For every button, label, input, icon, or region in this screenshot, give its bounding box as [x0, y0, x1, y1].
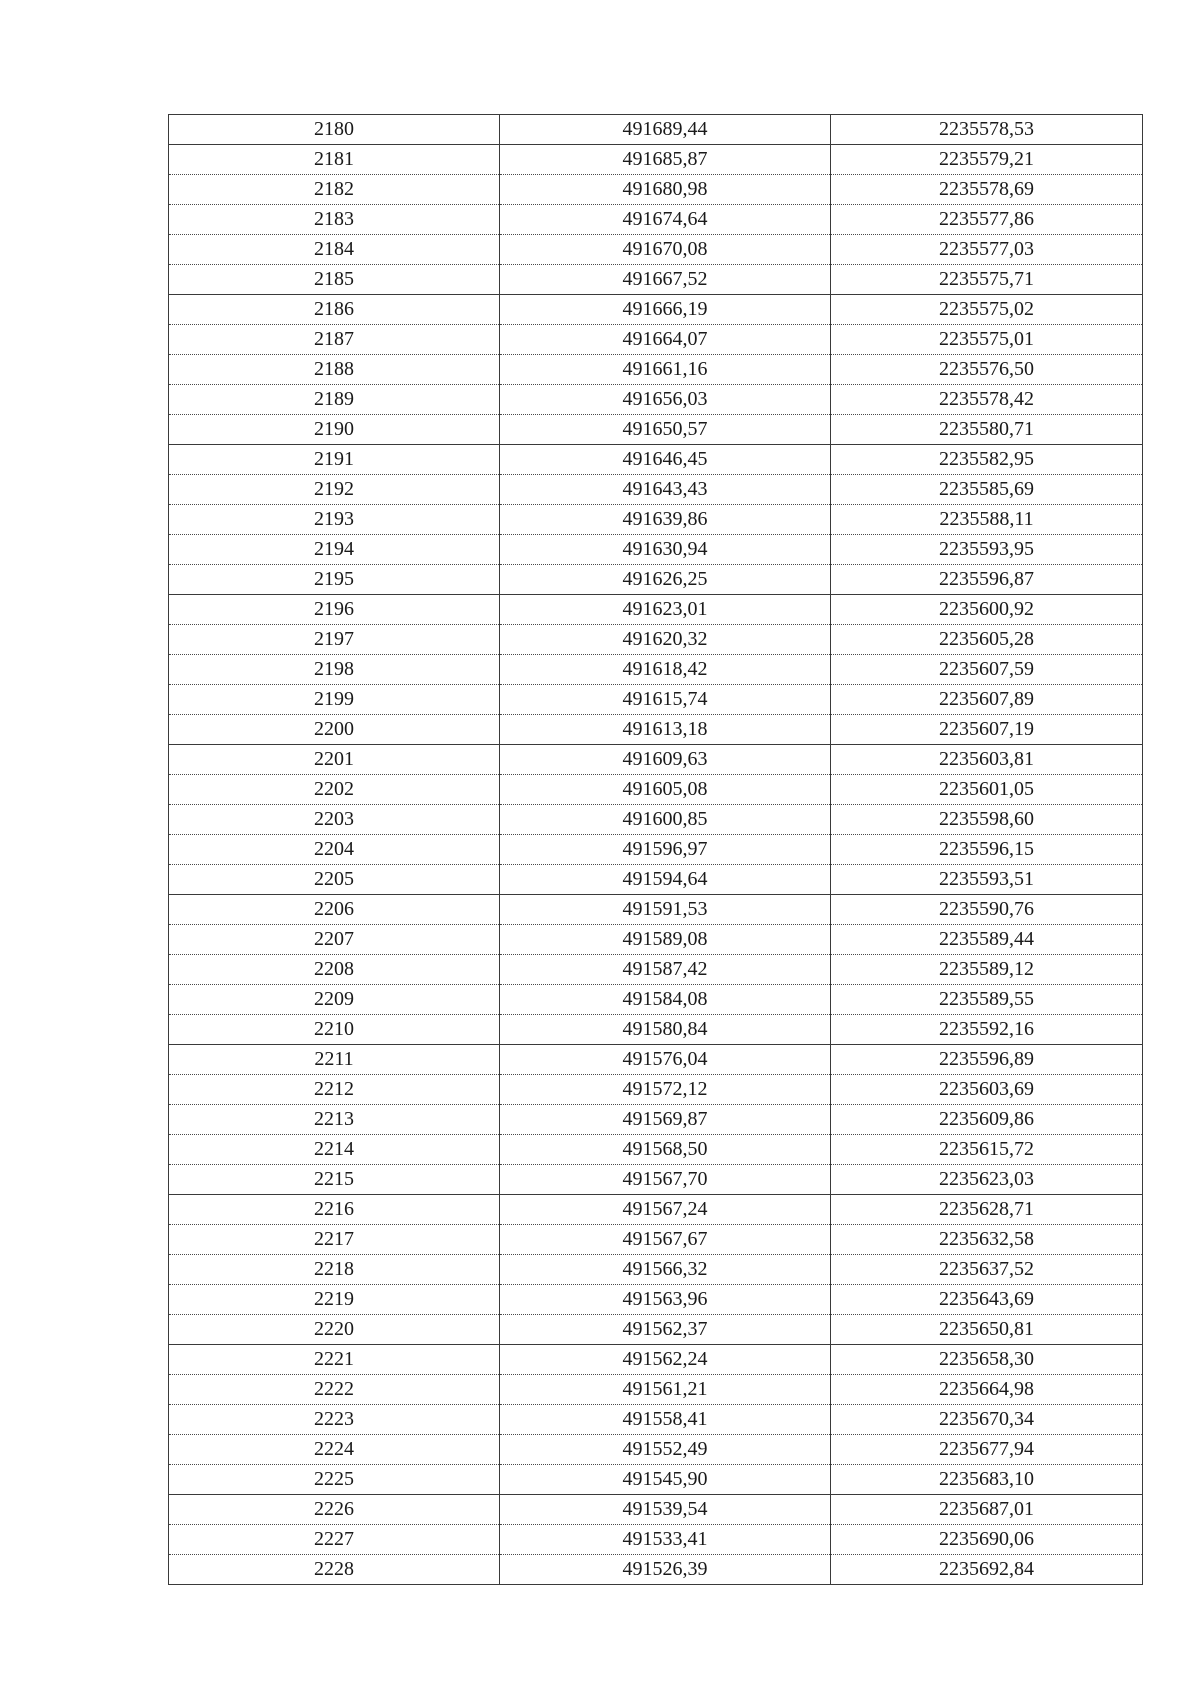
y-coordinate-cell: 2235605,28 — [831, 625, 1143, 655]
table-row — [169, 625, 1143, 655]
table-row — [169, 1525, 1143, 1555]
table-row — [169, 205, 1143, 235]
point-number-cell: 2195 — [169, 565, 500, 595]
table-row — [169, 985, 1143, 1015]
table-row — [169, 1375, 1143, 1405]
x-coordinate-cell: 491613,18 — [500, 715, 831, 745]
table-row — [169, 1285, 1143, 1315]
y-coordinate-cell: 2235683,10 — [831, 1465, 1143, 1495]
y-coordinate-cell: 2235607,19 — [831, 715, 1143, 745]
point-number-cell: 2198 — [169, 655, 500, 685]
y-coordinate-cell: 2235593,51 — [831, 865, 1143, 895]
x-coordinate-cell: 491685,87 — [500, 145, 831, 175]
y-coordinate-cell: 2235650,81 — [831, 1315, 1143, 1345]
y-coordinate-cell: 2235687,01 — [831, 1495, 1143, 1525]
y-coordinate-cell: 2235603,69 — [831, 1075, 1143, 1105]
y-coordinate-cell: 2235598,60 — [831, 805, 1143, 835]
x-coordinate-cell: 491596,97 — [500, 835, 831, 865]
table-row — [169, 1105, 1143, 1135]
y-coordinate-cell: 2235607,89 — [831, 685, 1143, 715]
point-number-cell: 2199 — [169, 685, 500, 715]
table-row — [169, 565, 1143, 595]
point-number-cell: 2188 — [169, 355, 500, 385]
coordinates-table — [168, 114, 1143, 1585]
x-coordinate-cell: 491526,39 — [500, 1555, 831, 1585]
y-coordinate-cell: 2235677,94 — [831, 1435, 1143, 1465]
x-coordinate-cell: 491562,37 — [500, 1315, 831, 1345]
y-coordinate-cell: 2235576,50 — [831, 355, 1143, 385]
table-row — [169, 955, 1143, 985]
table-row — [169, 295, 1143, 325]
y-coordinate-cell: 2235593,95 — [831, 535, 1143, 565]
table-row — [169, 1195, 1143, 1225]
point-number-cell: 2181 — [169, 145, 500, 175]
coordinates-table-body — [169, 115, 1143, 1585]
x-coordinate-cell: 491566,32 — [500, 1255, 831, 1285]
table-row — [169, 145, 1143, 175]
y-coordinate-cell: 2235643,69 — [831, 1285, 1143, 1315]
point-number-cell: 2208 — [169, 955, 500, 985]
point-number-cell: 2210 — [169, 1015, 500, 1045]
table-row — [169, 655, 1143, 685]
point-number-cell: 2202 — [169, 775, 500, 805]
point-number-cell: 2189 — [169, 385, 500, 415]
x-coordinate-cell: 491567,24 — [500, 1195, 831, 1225]
y-coordinate-cell: 2235628,71 — [831, 1195, 1143, 1225]
table-row — [169, 1045, 1143, 1075]
table-row — [169, 865, 1143, 895]
x-coordinate-cell: 491552,49 — [500, 1435, 831, 1465]
table-row — [169, 175, 1143, 205]
point-number-cell: 2213 — [169, 1105, 500, 1135]
y-coordinate-cell: 2235578,69 — [831, 175, 1143, 205]
y-coordinate-cell: 2235577,03 — [831, 235, 1143, 265]
x-coordinate-cell: 491674,64 — [500, 205, 831, 235]
table-row — [169, 1465, 1143, 1495]
y-coordinate-cell: 2235637,52 — [831, 1255, 1143, 1285]
x-coordinate-cell: 491545,90 — [500, 1465, 831, 1495]
x-coordinate-cell: 491558,41 — [500, 1405, 831, 1435]
x-coordinate-cell: 491533,41 — [500, 1525, 831, 1555]
point-number-cell: 2219 — [169, 1285, 500, 1315]
y-coordinate-cell: 2235664,98 — [831, 1375, 1143, 1405]
y-coordinate-cell: 2235623,03 — [831, 1165, 1143, 1195]
x-coordinate-cell: 491626,25 — [500, 565, 831, 595]
x-coordinate-cell: 491561,21 — [500, 1375, 831, 1405]
point-number-cell: 2211 — [169, 1045, 500, 1075]
point-number-cell: 2222 — [169, 1375, 500, 1405]
y-coordinate-cell: 2235600,92 — [831, 595, 1143, 625]
y-coordinate-cell: 2235589,12 — [831, 955, 1143, 985]
point-number-cell: 2206 — [169, 895, 500, 925]
x-coordinate-cell: 491600,85 — [500, 805, 831, 835]
x-coordinate-cell: 491666,19 — [500, 295, 831, 325]
point-number-cell: 2193 — [169, 505, 500, 535]
x-coordinate-cell: 491594,64 — [500, 865, 831, 895]
point-number-cell: 2192 — [169, 475, 500, 505]
x-coordinate-cell: 491589,08 — [500, 925, 831, 955]
x-coordinate-cell: 491670,08 — [500, 235, 831, 265]
point-number-cell: 2200 — [169, 715, 500, 745]
x-coordinate-cell: 491664,07 — [500, 325, 831, 355]
table-row — [169, 505, 1143, 535]
table-row — [169, 445, 1143, 475]
y-coordinate-cell: 2235585,69 — [831, 475, 1143, 505]
x-coordinate-cell: 491650,57 — [500, 415, 831, 445]
table-row — [169, 595, 1143, 625]
x-coordinate-cell: 491661,16 — [500, 355, 831, 385]
point-number-cell: 2217 — [169, 1225, 500, 1255]
point-number-cell: 2187 — [169, 325, 500, 355]
x-coordinate-cell: 491567,67 — [500, 1225, 831, 1255]
point-number-cell: 2204 — [169, 835, 500, 865]
point-number-cell: 2180 — [169, 115, 500, 145]
table-row — [169, 925, 1143, 955]
point-number-cell: 2201 — [169, 745, 500, 775]
table-row — [169, 745, 1143, 775]
x-coordinate-cell: 491623,01 — [500, 595, 831, 625]
y-coordinate-cell: 2235575,71 — [831, 265, 1143, 295]
point-number-cell: 2209 — [169, 985, 500, 1015]
table-row — [169, 835, 1143, 865]
table-row — [169, 1255, 1143, 1285]
y-coordinate-cell: 2235596,15 — [831, 835, 1143, 865]
table-row — [169, 1225, 1143, 1255]
x-coordinate-cell: 491584,08 — [500, 985, 831, 1015]
table-row — [169, 535, 1143, 565]
table-row — [169, 1165, 1143, 1195]
y-coordinate-cell: 2235577,86 — [831, 205, 1143, 235]
y-coordinate-cell: 2235609,86 — [831, 1105, 1143, 1135]
x-coordinate-cell: 491563,96 — [500, 1285, 831, 1315]
x-coordinate-cell: 491620,32 — [500, 625, 831, 655]
x-coordinate-cell: 491539,54 — [500, 1495, 831, 1525]
y-coordinate-cell: 2235592,16 — [831, 1015, 1143, 1045]
point-number-cell: 2182 — [169, 175, 500, 205]
table-row — [169, 265, 1143, 295]
table-row — [169, 775, 1143, 805]
x-coordinate-cell: 491667,52 — [500, 265, 831, 295]
point-number-cell: 2224 — [169, 1435, 500, 1465]
x-coordinate-cell: 491615,74 — [500, 685, 831, 715]
table-row — [169, 385, 1143, 415]
point-number-cell: 2215 — [169, 1165, 500, 1195]
y-coordinate-cell: 2235578,53 — [831, 115, 1143, 145]
point-number-cell: 2196 — [169, 595, 500, 625]
y-coordinate-cell: 2235670,34 — [831, 1405, 1143, 1435]
y-coordinate-cell: 2235632,58 — [831, 1225, 1143, 1255]
y-coordinate-cell: 2235601,05 — [831, 775, 1143, 805]
table-row — [169, 115, 1143, 145]
point-number-cell: 2216 — [169, 1195, 500, 1225]
table-row — [169, 895, 1143, 925]
y-coordinate-cell: 2235578,42 — [831, 385, 1143, 415]
point-number-cell: 2190 — [169, 415, 500, 445]
x-coordinate-cell: 491618,42 — [500, 655, 831, 685]
point-number-cell: 2214 — [169, 1135, 500, 1165]
table-row — [169, 1135, 1143, 1165]
table-row — [169, 1015, 1143, 1045]
x-coordinate-cell: 491680,98 — [500, 175, 831, 205]
point-number-cell: 2186 — [169, 295, 500, 325]
x-coordinate-cell: 491646,45 — [500, 445, 831, 475]
y-coordinate-cell: 2235580,71 — [831, 415, 1143, 445]
point-number-cell: 2223 — [169, 1405, 500, 1435]
x-coordinate-cell: 491639,86 — [500, 505, 831, 535]
table-row — [169, 1075, 1143, 1105]
point-number-cell: 2227 — [169, 1525, 500, 1555]
point-number-cell: 2207 — [169, 925, 500, 955]
y-coordinate-cell: 2235615,72 — [831, 1135, 1143, 1165]
y-coordinate-cell: 2235692,84 — [831, 1555, 1143, 1585]
x-coordinate-cell: 491569,87 — [500, 1105, 831, 1135]
point-number-cell: 2194 — [169, 535, 500, 565]
x-coordinate-cell: 491630,94 — [500, 535, 831, 565]
table-row — [169, 475, 1143, 505]
table-row — [169, 1315, 1143, 1345]
table-row — [169, 1495, 1143, 1525]
x-coordinate-cell: 491568,50 — [500, 1135, 831, 1165]
table-row — [169, 1435, 1143, 1465]
y-coordinate-cell: 2235596,89 — [831, 1045, 1143, 1075]
point-number-cell: 2184 — [169, 235, 500, 265]
table-row — [169, 235, 1143, 265]
point-number-cell: 2228 — [169, 1555, 500, 1585]
y-coordinate-cell: 2235589,44 — [831, 925, 1143, 955]
y-coordinate-cell: 2235690,06 — [831, 1525, 1143, 1555]
point-number-cell: 2226 — [169, 1495, 500, 1525]
y-coordinate-cell: 2235603,81 — [831, 745, 1143, 775]
table-row — [169, 685, 1143, 715]
point-number-cell: 2225 — [169, 1465, 500, 1495]
point-number-cell: 2218 — [169, 1255, 500, 1285]
y-coordinate-cell: 2235575,02 — [831, 295, 1143, 325]
table-row — [169, 1405, 1143, 1435]
y-coordinate-cell: 2235588,11 — [831, 505, 1143, 535]
table-row — [169, 715, 1143, 745]
point-number-cell: 2185 — [169, 265, 500, 295]
point-number-cell: 2197 — [169, 625, 500, 655]
x-coordinate-cell: 491643,43 — [500, 475, 831, 505]
table-row — [169, 355, 1143, 385]
x-coordinate-cell: 491562,24 — [500, 1345, 831, 1375]
point-number-cell: 2183 — [169, 205, 500, 235]
x-coordinate-cell: 491567,70 — [500, 1165, 831, 1195]
y-coordinate-cell: 2235575,01 — [831, 325, 1143, 355]
y-coordinate-cell: 2235582,95 — [831, 445, 1143, 475]
x-coordinate-cell: 491656,03 — [500, 385, 831, 415]
x-coordinate-cell: 491605,08 — [500, 775, 831, 805]
y-coordinate-cell: 2235579,21 — [831, 145, 1143, 175]
x-coordinate-cell: 491609,63 — [500, 745, 831, 775]
x-coordinate-cell: 491591,53 — [500, 895, 831, 925]
x-coordinate-cell: 491580,84 — [500, 1015, 831, 1045]
x-coordinate-cell: 491572,12 — [500, 1075, 831, 1105]
point-number-cell: 2191 — [169, 445, 500, 475]
x-coordinate-cell: 491576,04 — [500, 1045, 831, 1075]
y-coordinate-cell: 2235590,76 — [831, 895, 1143, 925]
point-number-cell: 2205 — [169, 865, 500, 895]
y-coordinate-cell: 2235658,30 — [831, 1345, 1143, 1375]
x-coordinate-cell: 491689,44 — [500, 115, 831, 145]
table-row — [169, 1345, 1143, 1375]
point-number-cell: 2221 — [169, 1345, 500, 1375]
table-row — [169, 805, 1143, 835]
point-number-cell: 2212 — [169, 1075, 500, 1105]
y-coordinate-cell: 2235589,55 — [831, 985, 1143, 1015]
x-coordinate-cell: 491587,42 — [500, 955, 831, 985]
point-number-cell: 2220 — [169, 1315, 500, 1345]
y-coordinate-cell: 2235607,59 — [831, 655, 1143, 685]
table-row — [169, 1555, 1143, 1585]
point-number-cell: 2203 — [169, 805, 500, 835]
table-row — [169, 415, 1143, 445]
y-coordinate-cell: 2235596,87 — [831, 565, 1143, 595]
table-row — [169, 325, 1143, 355]
